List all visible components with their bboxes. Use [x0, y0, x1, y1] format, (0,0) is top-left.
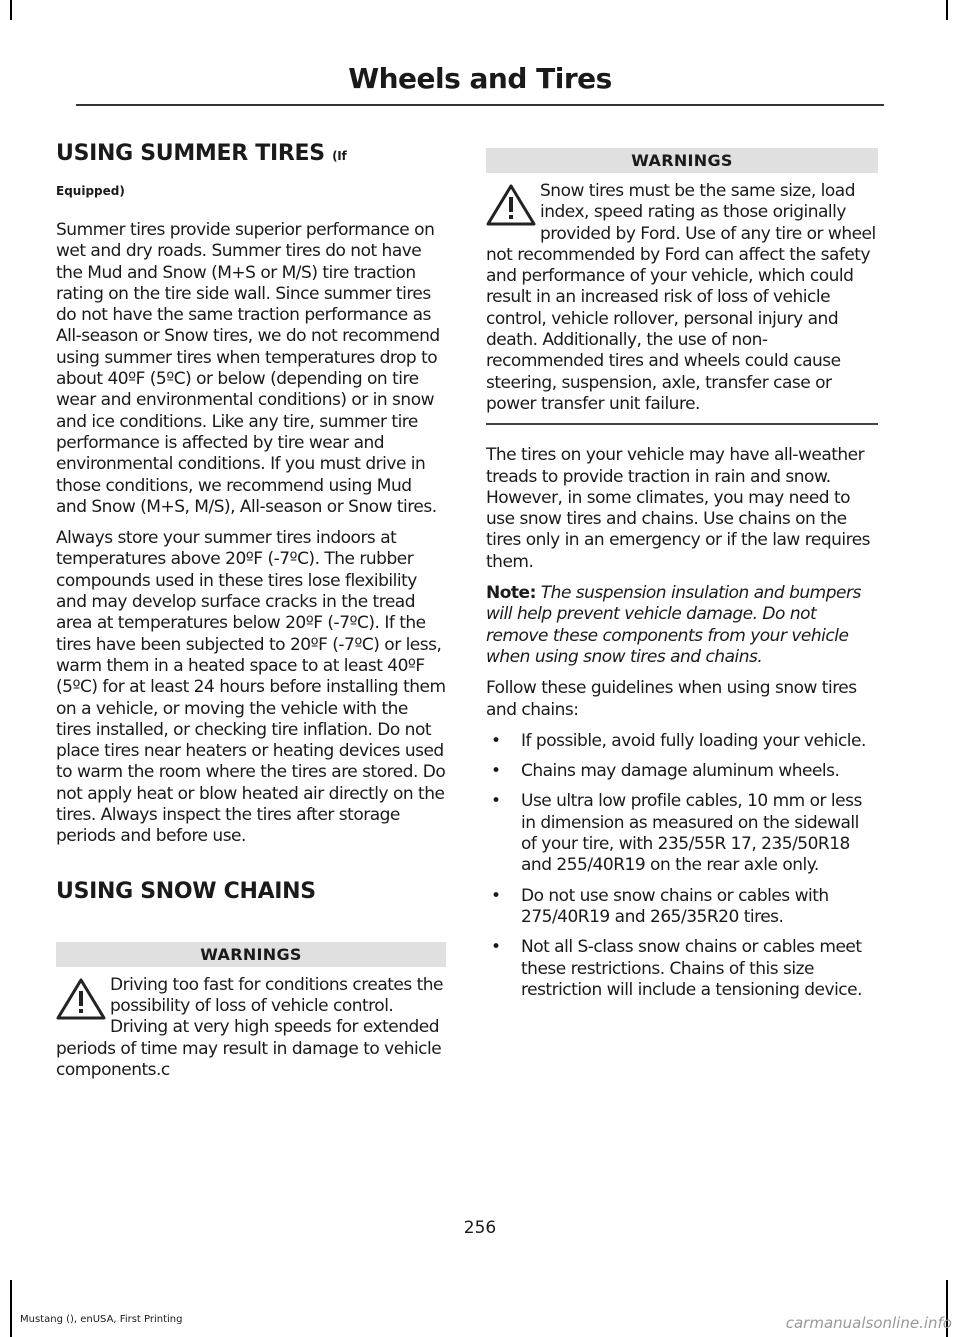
left-column: [56, 140, 446, 1081]
summer-paragraph-1: Summer tires provide superior performance on wet and dry roads. Summer tires do not have the Mud and Snow (M+S or M/S) tire traction rating on the tire side wall. Since summer tires do not have the same traction performance as All-season or Snow tires, we do not recommend using summer tires when temperatures drop to about 40ºF (5ºC) or below (depending on tire wear and environmental conditions) or in snow and ice conditions. Like any tire, summer tire performance is affected by tire wear and environmental conditions. If you must drive in those conditions, we recommend using Mud and Snow (M+S, M/S), All-season or Snow tires.: [56, 220, 440, 517]
summer-tires-heading: USING SUMMER TIRES (If: [56, 141, 347, 166]
crop-mark: [10, 1280, 12, 1337]
warning-text-1: Driving too fast for conditions creates the possibility of loss of vehicle control. Driving at very high speeds for extended periods of time may result in damage to vehicle components.c: [56, 974, 444, 1080]
note-label: Note:: [486, 583, 536, 604]
warning-text-2: Snow tires must be the same size, load index, speed rating as those originally provided by Ford. Use of any tire or wheel not recommended by Ford can affect the safety and performance of your vehicle, which could result in an increased risk of loss of vehicle control, vehicle rollover, personal injury and death. Additionally, the use of non-recommended tires and wheels could cause steering, suspension, axle, transfer case or power transfer unit failure.: [486, 181, 876, 414]
warnings-header: WARNINGS: [56, 942, 446, 967]
header-divider: [76, 104, 884, 106]
summer-paragraph-2: Always store your summer tires indoors at temperatures above 20ºF (-7ºC). The rubber compounds used in these tires lose flexibility and may develop surface cracks in the tread area at temperatures below 20ºF (-7ºC). If the tires have been subjected to 20ºF (-7ºC) or less, warm them in a heated space to at least 40ºF (5ºC) for at least 24 hours before installing them on a vehicle, or moving the vehicle with the tires installed, or checking tire inflation. Do not place tires near heaters or heating devices used to warm the room where the tires are stored. Do not apply heat or blow heated air directly on the tires. Always inspect the tires after storage periods and before use.: [56, 528, 446, 847]
page-title: Wheels and Tires: [348, 62, 612, 95]
list-item: • Use ultra low profile cables, 10 mm or less in dimension as measured on the sidewall of your tire, with 235/55R 17, 235/50R18 and 255/40R19 on the rear axle only.: [491, 791, 862, 876]
warning-box-1: [56, 975, 446, 1081]
list-item: • Not all S-class snow chains or cables meet these restrictions. Chains of this size restriction will include a tensioning device.: [491, 937, 863, 1000]
list-item: • Do not use snow chains or cables with 275/40R19 and 265/35R20 tires.: [491, 885, 829, 927]
warning-triangle-icon: [56, 978, 106, 1020]
crop-mark: [10, 0, 12, 20]
footer-text: Mustang (), enUSA, First Printing: [20, 1314, 183, 1325]
right-column: [486, 148, 878, 1010]
crop-mark: [946, 0, 948, 20]
equipped-note: Equipped): [56, 184, 125, 198]
page-number: 256: [463, 1218, 497, 1238]
note-paragraph: [486, 583, 878, 668]
warning-triangle-icon: [486, 184, 536, 226]
note-text: The suspension insulation and bumpers will help prevent vehicle damage. Do not remove these components from your vehicle when using snow tires and chains.: [486, 583, 861, 667]
list-item: • Chains may damage aluminum wheels.: [491, 761, 840, 782]
warnings-header: WARNINGS: [486, 148, 878, 173]
snow-paragraph-2: Follow these guidelines when using snow tires and chains:: [486, 678, 857, 720]
snow-paragraph-1: The tires on your vehicle may have all-weather treads to provide traction in rain and snow. However, in some climates, you may need to use snow tires and chains. Use chains on the tires only in an emergency or if the law requires them.: [486, 445, 871, 572]
warning-divider: [486, 423, 878, 425]
warning-box-2: [486, 181, 878, 415]
list-item: • If possible, avoid fully loading your vehicle.: [491, 730, 866, 751]
watermark: carmanualsonline.info: [785, 1314, 952, 1332]
guidelines-list: [486, 731, 878, 1001]
snow-chains-heading: USING SNOW CHAINS: [56, 878, 316, 904]
